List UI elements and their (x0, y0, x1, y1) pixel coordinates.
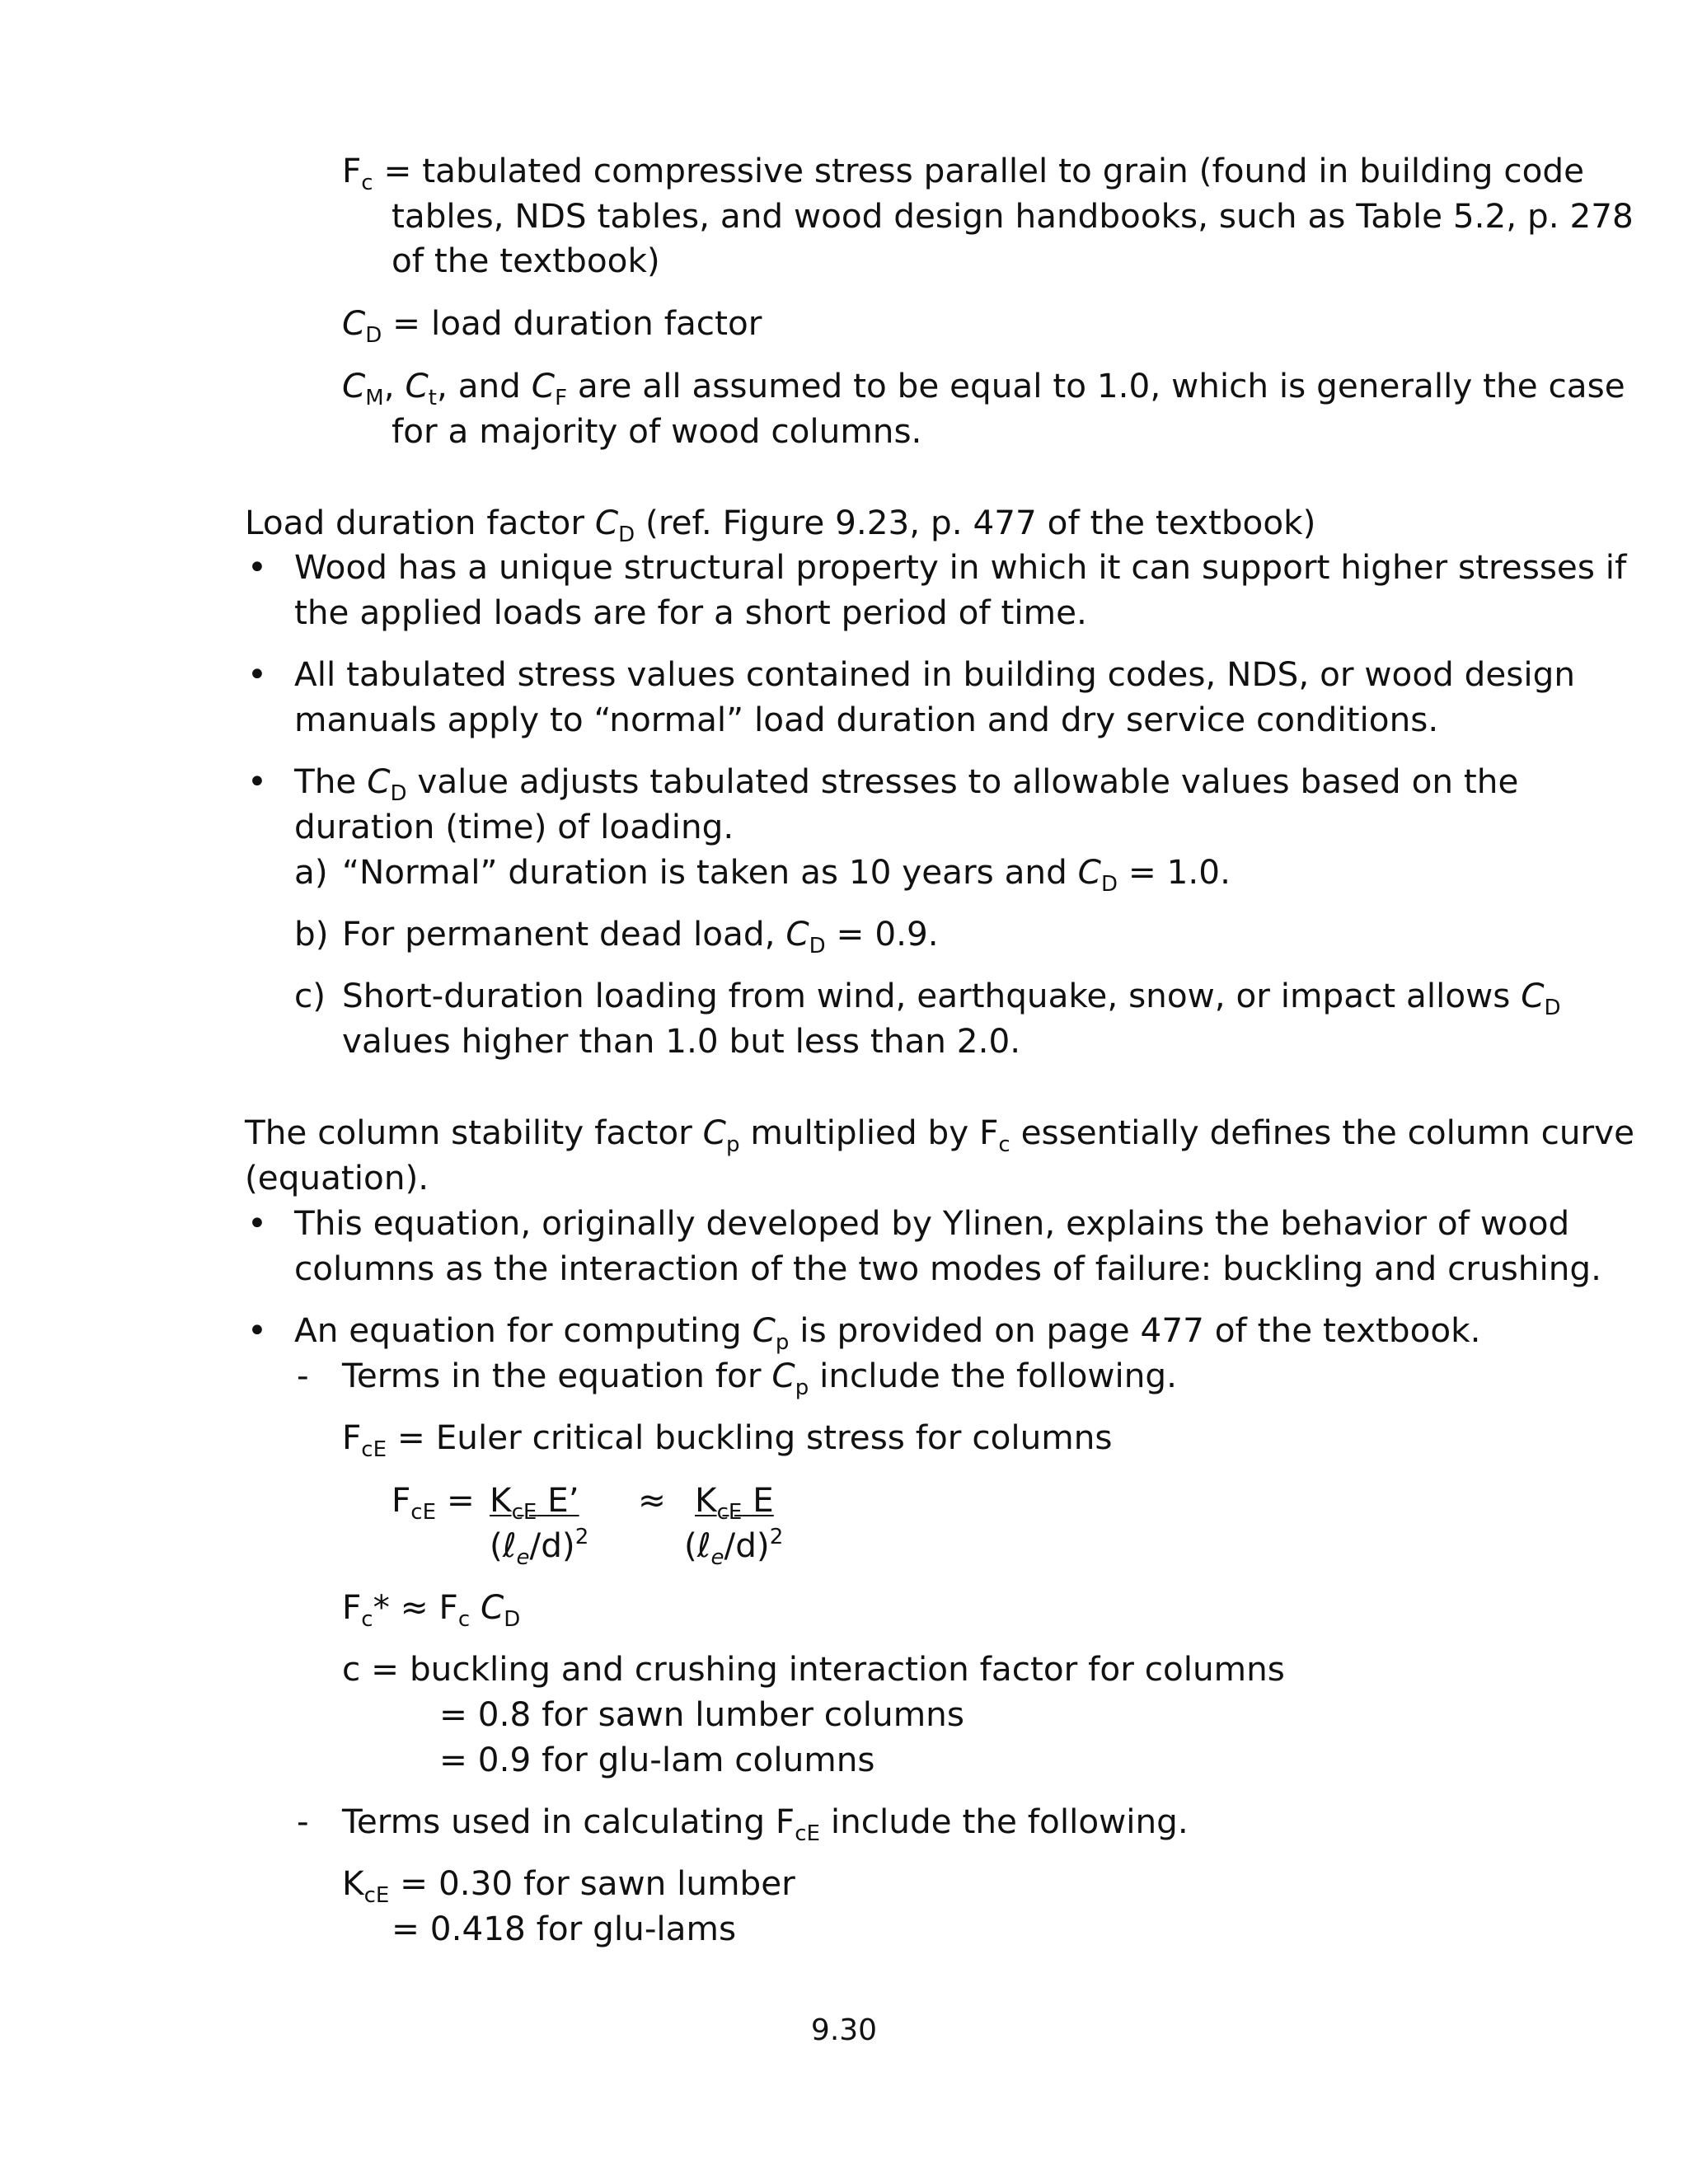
load-duration-heading: Load duration factor $C_D$ (ref. Figure 9.23, p. 477 of the textbook) (245, 503, 1316, 547)
stability-paragraph-line2: (equation). (245, 1158, 429, 1197)
fc-definition-line2: tables, NDS tables, and wood design handbooks, such as Table 5.2, p. 278 (392, 196, 1634, 236)
bullet-text: An equation for computing $C_p$ is provided on page 477 of the textbook. (294, 1310, 1481, 1355)
kce-definition: $K_{cE} = 0.30$ for sawn lumber (342, 1863, 795, 1908)
bullet: • (247, 762, 267, 801)
bullet-text-line2: duration (time) of loading. (294, 807, 734, 846)
dash-marker: - (297, 1356, 309, 1395)
bullet: • (247, 547, 267, 587)
dash-item: Terms in the equation for $C_p$ include the following. (342, 1356, 1177, 1400)
cm-ct-cf-statement: $C_M$, $C_t$, and $C_F$ are all assumed to be equal to 1.0, which is generally the case (342, 366, 1625, 410)
stability-paragraph: The column stability factor $C_p$ multiplied by $F_c$ essentially defines the column curve (245, 1113, 1635, 1157)
bullet: • (247, 1310, 267, 1350)
fce-denominator-1: (ℓ$_e$/d)$^2$ (490, 1525, 589, 1570)
kce-definition-line2: = 0.418 for glu-lams (392, 1909, 737, 1948)
bullet-text-line2: the applied loads are for a short period of time. (294, 593, 1087, 632)
fc-star-definition: $F_c* \approx F_c$ $C_D$ (342, 1587, 521, 1632)
page-number: 9.30 (810, 2013, 878, 2047)
list-marker-a: a) (294, 852, 328, 892)
fc-definition: $F_c$ = tabulated compressive stress parallel to grain (found in building code (342, 151, 1584, 195)
list-marker-c: c) (294, 976, 326, 1015)
list-marker-b: b) (294, 914, 329, 954)
bullet-text-line2: manuals apply to “normal” load duration and dry service conditions. (294, 700, 1439, 739)
bullet-text: The $C_D$ value adjusts tabulated stresses to allowable values based on the (294, 762, 1519, 806)
bullet-text-line2: columns as the interaction of the two modes of failure: buckling and crushing. (294, 1249, 1601, 1288)
bullet-text: This equation, originally developed by Ylinen, explains the behavior of wood (294, 1203, 1570, 1243)
list-item-c: Short-duration loading from wind, earthquake, snow, or impact allows $C_D$ (342, 976, 1561, 1020)
cd-definition: $C_D$ = load duration factor (342, 303, 762, 348)
fce-equation-lhs: $F_{cE}$ = (392, 1480, 475, 1525)
fce-numerator-1: $K_{cE}$ E’ (490, 1480, 579, 1525)
list-item-a: “Normal” duration is taken as 10 years and $C_D = 1.0$. (342, 852, 1231, 897)
fce-definition: $F_{cE}$ = Euler critical buckling stress for columns (342, 1418, 1113, 1462)
bullet: • (247, 1203, 267, 1243)
dash-marker: - (297, 1802, 309, 1841)
approx-symbol: ≈ (638, 1480, 666, 1520)
fce-denominator-2: (ℓ$_e$/d)$^2$ (684, 1525, 784, 1570)
bullet-text: All tabulated stress values contained in building codes, NDS, or wood design (294, 654, 1576, 694)
c-definition-line2: = 0.8 for sawn lumber columns (439, 1694, 964, 1734)
bullet: • (247, 654, 267, 694)
list-item-c-line2: values higher than 1.0 but less than 2.0. (342, 1021, 1021, 1061)
list-item-b: For permanent dead load, $C_D = 0.9$. (342, 914, 939, 958)
c-definition: c = buckling and crushing interaction factor for columns (342, 1649, 1285, 1689)
dash-item: Terms used in calculating $F_{cE}$ include the following. (342, 1802, 1189, 1846)
cm-ct-cf-statement-line2: for a majority of wood columns. (392, 411, 922, 451)
fc-definition-line3: of the textbook) (392, 241, 660, 280)
fce-numerator-2: $K_{cE}$ E (695, 1480, 774, 1525)
c-definition-line3: = 0.9 for glu-lam columns (439, 1740, 875, 1779)
bullet-text: Wood has a unique structural property in which it can support higher stresses if (294, 547, 1627, 587)
